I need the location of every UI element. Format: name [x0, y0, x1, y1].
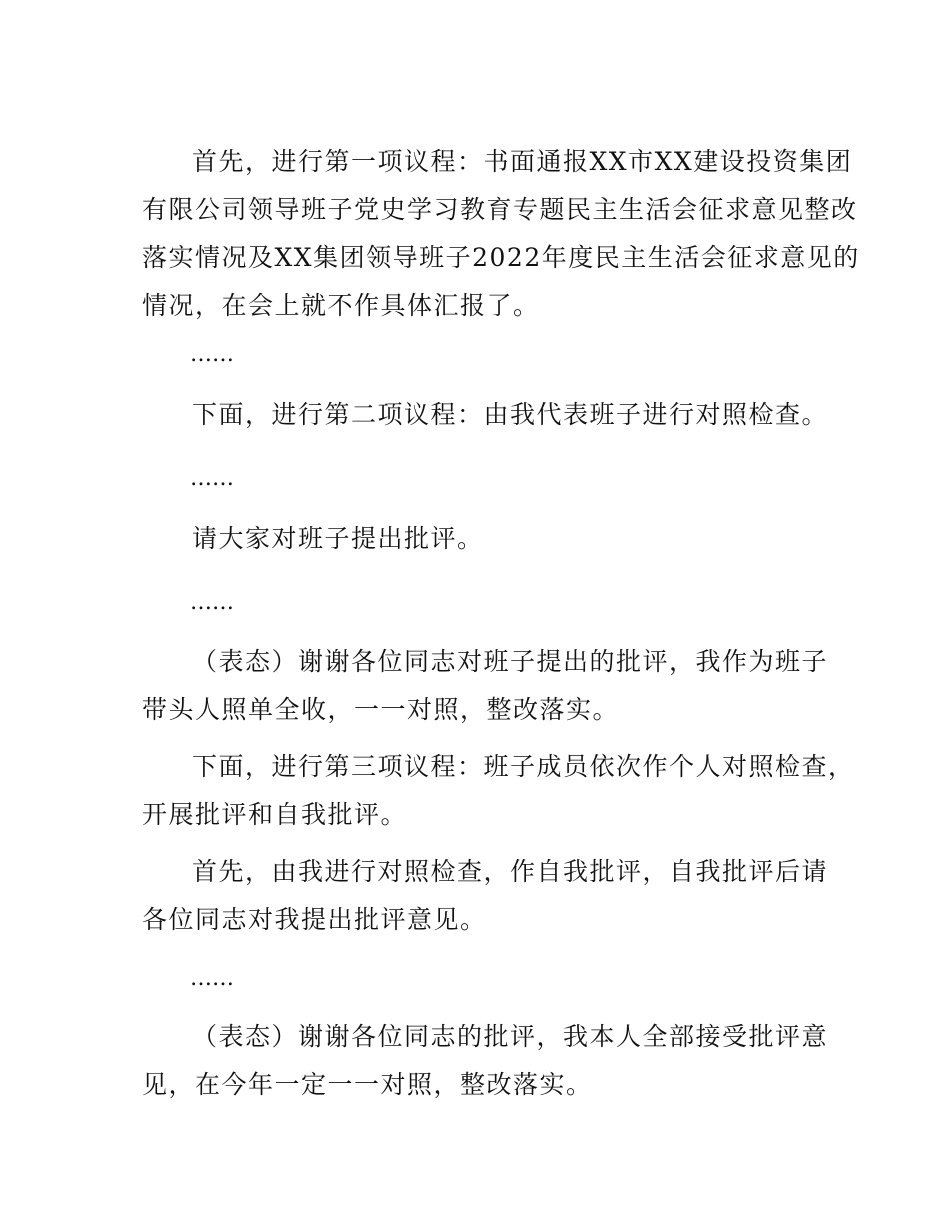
paragraph-line: 情况，在会上就不作具体汇报了。	[142, 291, 540, 320]
paragraph-line: （表态）谢谢各位同志对班子提出的批评，我作为班子	[192, 647, 829, 676]
paragraph-line: 见，在今年一定一一对照，整改落实。	[142, 1070, 593, 1099]
paragraph-response-one	[142, 638, 829, 734]
paragraph-line: 下面，进行第二项议程：由我代表班子进行对照检查。	[192, 400, 829, 429]
paragraph-line: 下面，进行第三项议程：班子成员依次作个人对照检查，	[192, 752, 855, 781]
paragraph-line: 首先，由我进行对照检查，作自我批评，自我批评后请	[192, 857, 829, 886]
paragraph-agenda-two	[142, 391, 829, 439]
paragraph-line: 请大家对班子提出批评。	[192, 524, 484, 553]
paragraph-line: 开展批评和自我批评。	[142, 800, 408, 829]
paragraph-self-criticism	[142, 848, 829, 944]
paragraph-line: （表态）谢谢各位同志的批评，我本人全部接受批评意	[192, 1022, 829, 1051]
paragraph-line: 带头人照单全收，一一对照，整改落实。	[142, 695, 620, 724]
paragraph-agenda-one	[142, 138, 860, 330]
paragraph-line: 各位同志对我提出批评意见。	[142, 905, 487, 934]
ellipsis-3: ……	[190, 590, 234, 615]
paragraph-request-criticism	[142, 515, 822, 563]
ellipsis-2: ……	[190, 466, 234, 491]
paragraph-line: 有限公司领导班子党史学习教育专题民主生活会征求意见整改	[142, 195, 858, 224]
paragraph-line: 落实情况及XX集团领导班子2022年度民主生活会征求意见的	[142, 243, 860, 272]
ellipsis-4: ……	[190, 966, 234, 991]
paragraph-agenda-three	[142, 743, 855, 839]
paragraph-response-two	[142, 1013, 829, 1109]
paragraph-line: 首先，进行第一项议程：书面通报XX市XX建设投资集团	[192, 147, 853, 176]
ellipsis-1: ……	[190, 342, 234, 367]
